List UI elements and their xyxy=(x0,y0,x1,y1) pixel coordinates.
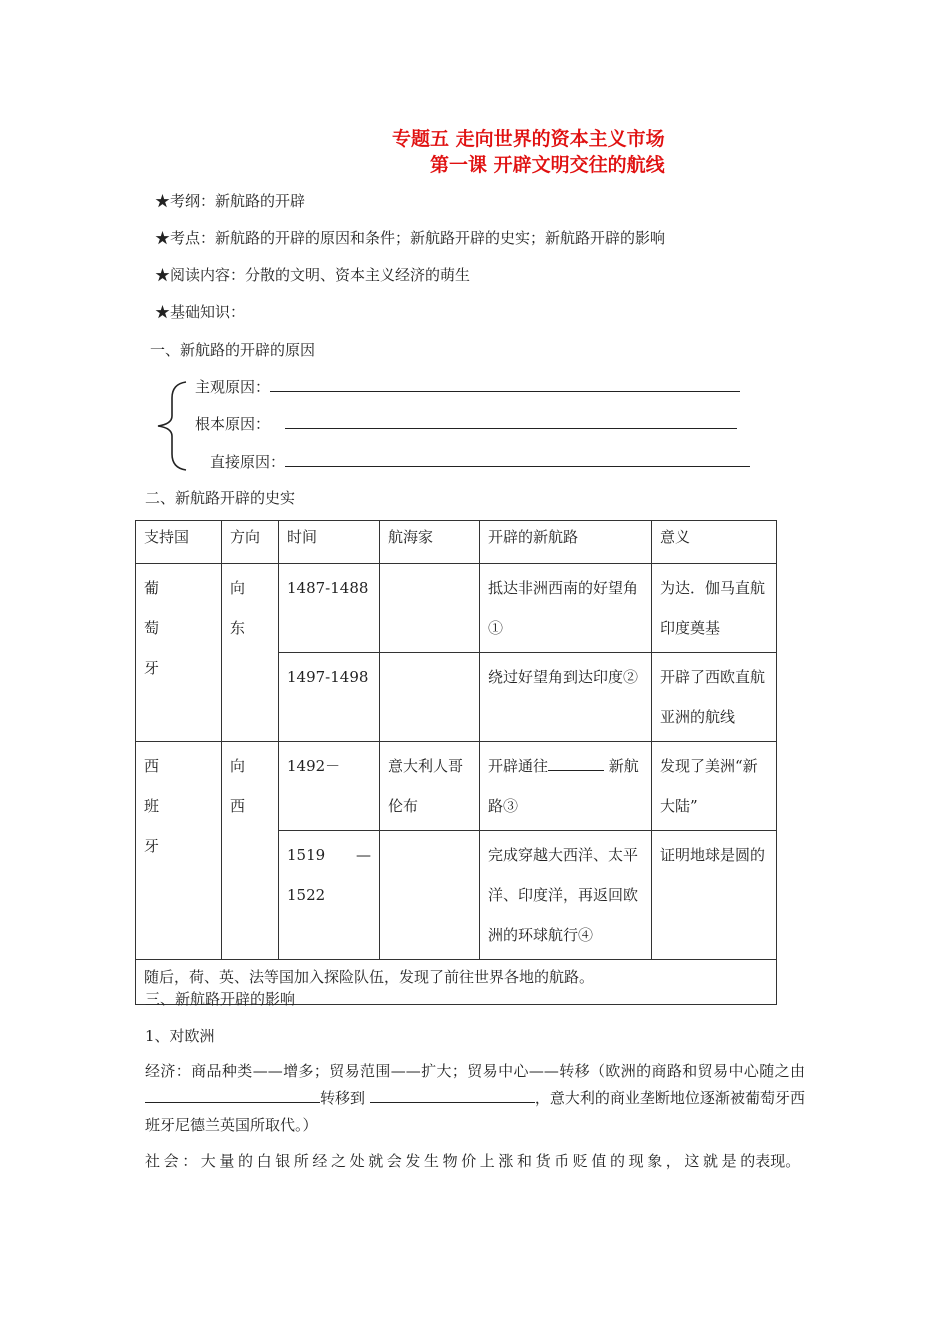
voyages-table xyxy=(135,520,777,1005)
route-blank[interactable] xyxy=(548,754,604,771)
route-cell: 绕过好望角到达印度② xyxy=(480,653,652,742)
table-row xyxy=(136,564,777,653)
subjective-cause-label: 主观原因： xyxy=(195,378,271,396)
subjective-cause-blank[interactable] xyxy=(270,377,740,392)
section1-heading: 一、新航路的开辟的原因 xyxy=(150,341,316,359)
fundamental-cause-label: 根本原因： xyxy=(195,415,271,433)
navigator-cell[interactable] xyxy=(380,564,480,653)
header-cell-navigator: 航海家 xyxy=(380,521,480,564)
meaning-cell: 开辟了西欧直航亚洲的航线 xyxy=(652,653,777,742)
syllabus-line: ★考纲：新航路的开辟 xyxy=(155,192,306,210)
country-cell-portugal: 葡 萄 牙 xyxy=(136,564,222,742)
topic-title: 专题五 走向世界的资本主义市场 xyxy=(392,128,665,150)
section2-heading: 二、新航路开辟的史实 xyxy=(145,489,296,507)
meaning-cell: 为达．伽马直航印度奠基 xyxy=(652,564,777,653)
section3-heading: 三、新航路开辟的影响 xyxy=(145,990,296,1008)
society-paragraph: 社会：大量的白银所经之处就会发生物价上涨和货币贬值的现象，这就是的表现。 xyxy=(145,1152,801,1170)
subjective-cause-row xyxy=(195,376,740,397)
time-cell: 1497-1498 xyxy=(279,653,380,742)
direct-cause-row xyxy=(210,451,750,472)
direct-cause-label: 直接原因： xyxy=(210,453,286,471)
direction-cell-east: 向 东 xyxy=(222,564,279,742)
navigator-cell: 意大利人哥伦布 xyxy=(380,742,480,831)
header-cell-direction: 方向 xyxy=(222,521,279,564)
meaning-cell: 发现了美洲“新大陆” xyxy=(652,742,777,831)
direction-cell-west: 向 西 xyxy=(222,742,279,960)
lesson-title: 第一课 开辟文明交往的航线 xyxy=(430,154,665,176)
exam-points-line: ★考点：新航路的开辟的原因和条件；新航路开辟的史实；新航路开辟的影响 xyxy=(155,229,666,247)
header-cell-time: 时间 xyxy=(279,521,380,564)
navigator-cell[interactable] xyxy=(380,831,480,960)
basics-line: ★基础知识： xyxy=(155,303,246,321)
trade-from-blank[interactable] xyxy=(145,1086,320,1103)
country-cell-spain: 西 班 牙 xyxy=(136,742,222,960)
fundamental-cause-blank[interactable] xyxy=(285,414,737,429)
footer-note-cell: 随后，荷、英、法等国加入探险队伍，发现了前往世界各地的航路。 xyxy=(136,960,777,1005)
route-cell: 开辟通往 新航路③ xyxy=(480,742,652,831)
direct-cause-blank[interactable] xyxy=(285,452,750,467)
time-cell: 1519 — 1522 xyxy=(279,831,380,960)
trade-to-blank[interactable] xyxy=(370,1086,535,1103)
time-cell: 1487-1488 xyxy=(279,564,380,653)
time-cell: 1492－ xyxy=(279,742,380,831)
table-row xyxy=(136,742,777,831)
route-cell: 抵达非洲西南的好望角① xyxy=(480,564,652,653)
fundamental-cause-row xyxy=(195,413,737,434)
table-header-row xyxy=(136,521,777,564)
header-cell-meaning: 意义 xyxy=(652,521,777,564)
brace-icon xyxy=(150,378,190,474)
economy-paragraph: 经济：商品种类——增多；贸易范围——扩大；贸易中心——转移（欧洲的商路和贸易中心随之由转移到 ，意大利的商业垄断地位逐渐被葡萄牙西班牙尼德兰英国所取代。） xyxy=(145,1062,805,1134)
meaning-cell: 证明地球是圆的 xyxy=(652,831,777,960)
navigator-cell[interactable] xyxy=(380,653,480,742)
section3-sub1: 1、对欧洲 xyxy=(145,1027,215,1045)
route-cell: 完成穿越大西洋、太平洋、印度洋，再返回欧洲的环球航行④ xyxy=(480,831,652,960)
header-cell-country: 支持国 xyxy=(136,521,222,564)
header-cell-route: 开辟的新航路 xyxy=(480,521,652,564)
reading-line: ★阅读内容：分散的文明、资本主义经济的萌生 xyxy=(155,266,471,284)
